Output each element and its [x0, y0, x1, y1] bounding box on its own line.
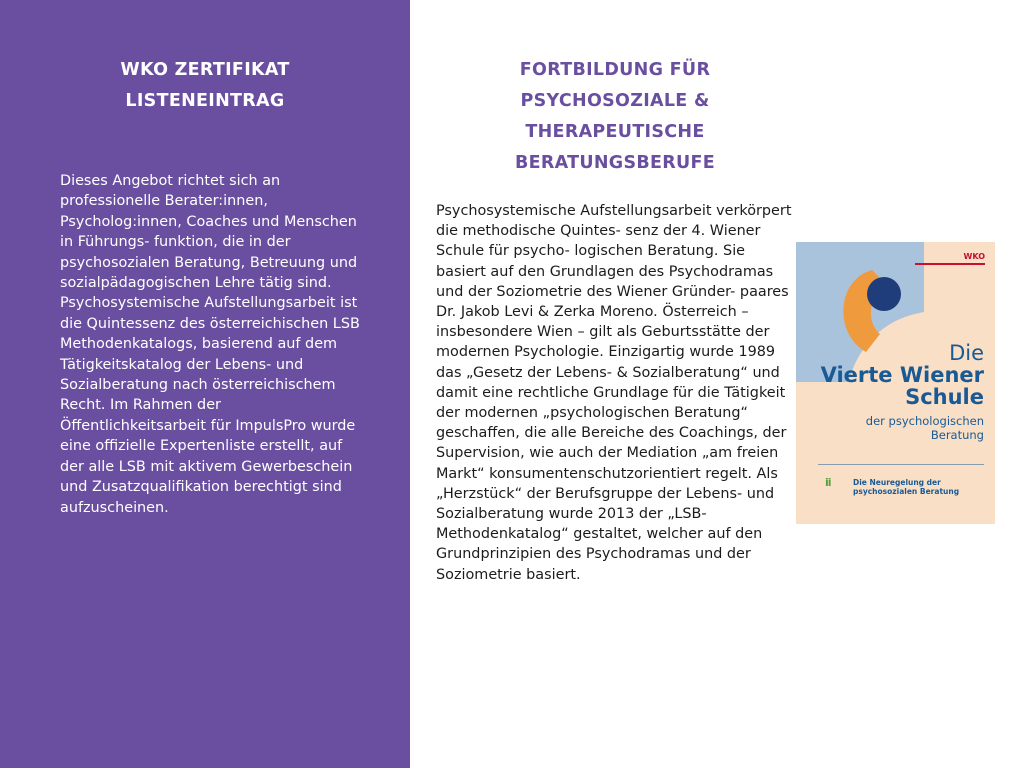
book-title-line: Die: [949, 341, 984, 365]
publisher-icon: ii: [825, 476, 831, 489]
book-footer-line: psychosozialen Beratung: [853, 487, 960, 496]
book-title-line: Schule: [905, 385, 984, 409]
book-cover-footer: [853, 478, 959, 496]
right-title-line: FORTBILDUNG FÜR: [519, 60, 711, 80]
left-panel: [0, 0, 410, 768]
right-panel-body: Psychosystemische Aufstellungsarbeit verkörpert die methodische Quintes- senz der 4. Wiener Schule für psycho- logischen Beratung. Sie basiert auf den Grundlagen des Psychodramas und der Soziometrie des Wiener Gründer- paares Dr. Jakob Levi & Zerka Moreno. Österreich – insbesondere Wien – gilt als Geburtsstätte der modernen Psychologie. Einzigartig wurde 1989 das „Gesetz der Lebens- & Sozialberatung“ und damit eine rechtliche Grundlage für die Tätigkeit der modernen „psychologischen Beratung“ geschaffen, die alle Bereiche des Coachings, der Supervision, wie auch der Mediation „am freien Markt“ konsumentenschutzorientiert regelt. Als „Herzstück“ der Berufsgruppe der Lebens- und Sozialberatung wurde 2013 der „LSB-Methodenkatalog“ gestaltet, welcher auf den Grundprinzipien des Psychodramas und der Soziometrie basiert.: [436, 203, 792, 583]
book-subtitle-line: Beratung: [930, 428, 984, 442]
book-title-line: Vierte Wiener: [820, 363, 984, 387]
book-cover-divider: [818, 464, 984, 465]
right-panel-title: [460, 55, 770, 179]
left-title-line: LISTENEINTRAG: [125, 91, 285, 111]
wko-logo: WKO: [963, 252, 985, 261]
left-title-line: WKO ZERTIFIKAT: [120, 60, 290, 80]
book-cover-image: [796, 242, 995, 524]
left-panel-title: [0, 55, 410, 117]
right-title-line: BERATUNGSBERUFE: [514, 153, 716, 173]
wko-logo-underline: [915, 263, 985, 265]
right-title-line: PSYCHOSOZIALE &: [520, 91, 710, 111]
left-panel-body: Dieses Angebot richtet sich an professionelle Berater:innen, Psycholog:innen, Coaches und Menschen in Führungs- funktion, die in der psychosozialen Beratung, Betreuung und sozialpädagogischen Lehre tätig sind. Psychosystemische Aufstellungsarbeit ist die Quintessenz des österreichischen LSB Methodenkatalogs, basierend auf dem Tätigkeitskatalog der Lebens- und Sozialberatung nach österreichischem Recht. Im Rahmen der Öffentlichkeitsarbeit für ImpulsPro wurde eine offizielle Expertenliste erstellt, auf der alle LSB mit aktivem Gewerbeschein und Zusatzqualifikation berechtigt sind aufzuscheinen.: [60, 173, 360, 516]
book-subtitle-line: der psychologischen: [865, 414, 984, 428]
book-cover-title: [796, 342, 984, 408]
right-title-line: THERAPEUTISCHE: [525, 122, 705, 142]
book-cover-subtitle: [796, 414, 984, 442]
book-footer-line: Die Neuregelung der: [853, 478, 941, 487]
